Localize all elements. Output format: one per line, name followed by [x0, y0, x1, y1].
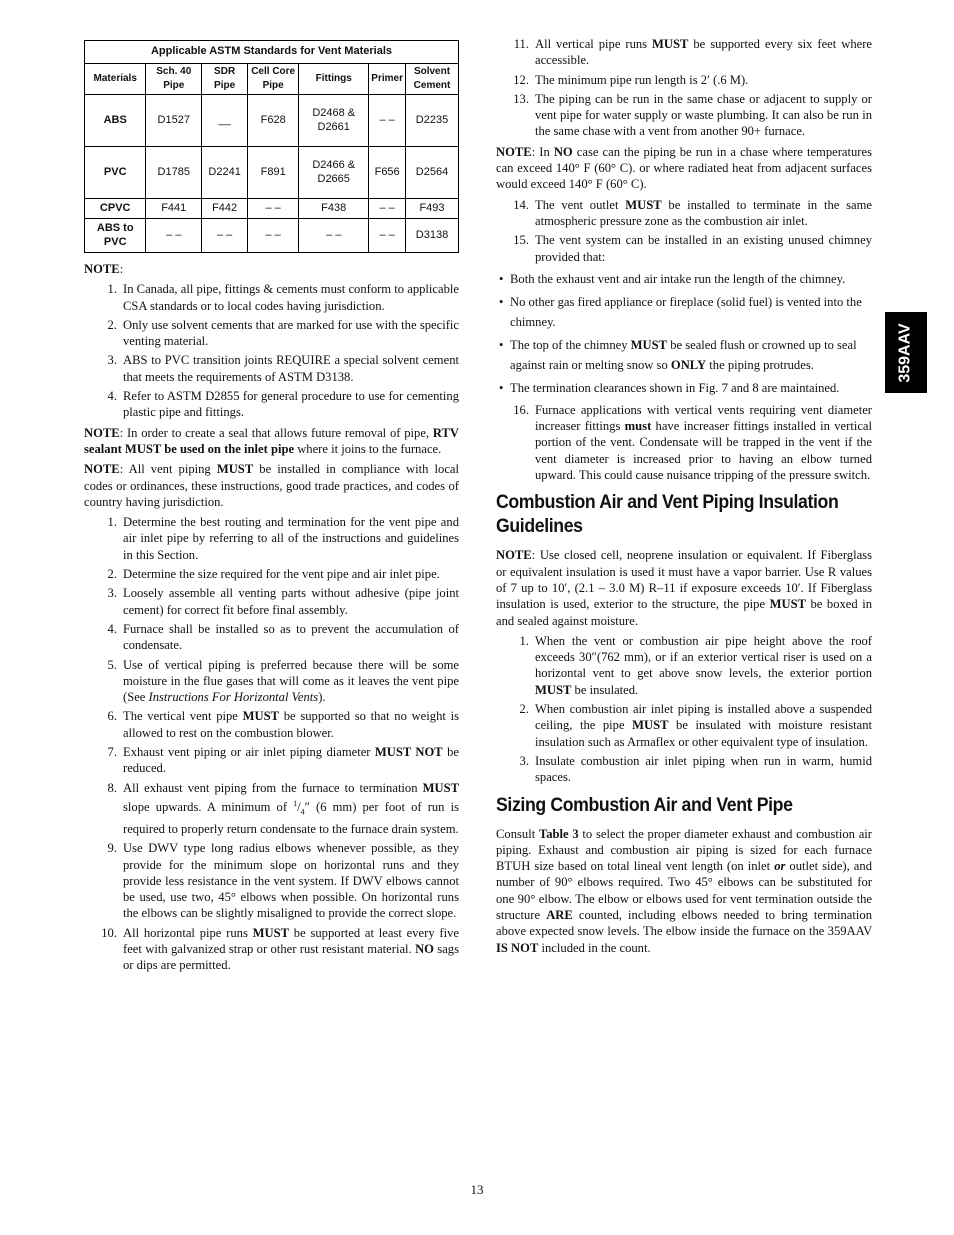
table-cell: F628: [248, 95, 299, 147]
list-item: 14. The vent outlet MUST be installed to terminate in the same atmospheric pressure zone as the combustion air inlet.: [513, 197, 872, 228]
list-item: 13. The piping can be run in the same chase or adjacent to supply or vent pipe for water supply or waste plumbing. It can also be run in the same chase with a vent from another 90+ furnace.: [513, 91, 872, 139]
table-cell: D2235: [406, 95, 459, 147]
table-cell: – –: [369, 219, 406, 253]
col-header: SDR Pipe: [202, 64, 248, 95]
table-cell: D2468 & D2661: [299, 95, 369, 147]
list-item: 2. When combustion air inlet piping is installed above a suspended ceiling, the pipe MUST be insulated with moisture resistant insulation such as Armaflex or other equivalent type of insulation.: [519, 702, 873, 749]
col-header: Solvent Cement: [406, 64, 459, 95]
list-item: 2. Only use solvent cements that are marked for use with the specific venting material.: [107, 317, 459, 349]
install-steps-continued: [496, 402, 872, 483]
bullet-item: • Both the exhaust vent and air intake run the length of the chimney.: [496, 269, 872, 289]
table-cell: – –: [202, 219, 248, 253]
table-cell: F441: [146, 199, 202, 219]
list-item: 1. Determine the best routing and termination for the vent pipe and air inlet pipe by referring to all of the instructions and guidelines in this Section.: [107, 515, 459, 562]
astm-standards-table: [84, 40, 459, 253]
table-row: [85, 219, 459, 253]
table-cell: – –: [299, 219, 369, 253]
table-cell: D2466 & D2665: [299, 147, 369, 199]
table-row: [85, 95, 459, 147]
list-item: 1. When the vent or combustion air pipe height above the roof exceeds 30″(762 mm), or if an exterior vertical riser is used on a horizontal vent to get above snow levels, the exterior portion MUST be insulated.: [519, 633, 872, 697]
list-item: 10. All horizontal pipe runs MUST be supported at least every five feet with galvanized strap or other rust resistant material. NO sags or dips are permitted.: [101, 925, 459, 973]
table-cell: F438: [299, 199, 369, 219]
note-rtv: NOTE: In order to create a seal that allows future removal of pipe, RTV sealant MUST be used on the inlet pipe where it joins to the furnace.: [84, 425, 459, 456]
list-item: 9. Use DWV type long radius elbows whenever possible, as they provide for the minimum slope on horizontal runs and they provide less resistance in the vent system. If DWV elbows cannot be used, use two, 45° elbows when possible. On horizontal runs the elbows can be slightly misaligned to provide the correct slope.: [107, 841, 459, 921]
table-cell: PVC: [85, 147, 146, 199]
table-cell: – –: [369, 95, 406, 147]
table-cell: CPVC: [85, 199, 146, 219]
table-cell: ABS to PVC: [85, 219, 146, 253]
table-cell: D2564: [406, 147, 459, 199]
table-cell: F891: [248, 147, 299, 199]
col-header: Materials: [85, 64, 146, 95]
right-column: [496, 36, 872, 960]
table-cell: – –: [146, 219, 202, 253]
table-cell: D2241: [202, 147, 248, 199]
insulation-steps: [496, 633, 872, 786]
note-heading: NOTE:: [84, 262, 124, 276]
list-item: 2. Determine the size required for the vent pipe and air inlet pipe.: [107, 567, 440, 582]
page-number: 13: [470, 1182, 484, 1197]
col-header: Cell Core Pipe: [248, 64, 299, 95]
list-item: 6. The vertical vent pipe MUST be supported so that no weight is allowed to rest on the combustion blower.: [107, 709, 459, 740]
table-cell: __: [202, 95, 248, 147]
section-heading-insulation: Combustion Air and Vent Piping Insulation Guidelines: [496, 492, 839, 538]
section-heading-sizing: Sizing Combustion Air and Vent Pipe: [496, 794, 793, 816]
install-steps-continued: [496, 197, 872, 265]
table-cell: – –: [369, 199, 406, 219]
note-insulation: NOTE: Use closed cell, neoprene insulation or equivalent. If Fiberglass or equivalent insulation is used it must have a vapor barrier. Use R values of 7 up to 10′, (2.1 – 3.0 M) R–11 if exposure exceeds 10′. If Fiberglass insulation is used, exterior to the structure, the pipe MUST be boxed in and sealed against moisture.: [496, 548, 872, 628]
list-item: 12. The minimum pipe run length is 2′ (.6 M).: [513, 72, 749, 87]
table-cell: – –: [248, 219, 299, 253]
chimney-conditions: [496, 269, 872, 398]
list-item: 7. Exhaust vent piping or air inlet piping diameter MUST NOT be reduced.: [107, 745, 459, 776]
list-item: 4. Refer to ASTM D2855 for general procedure to use for cementing plastic pipe and fittings.: [107, 389, 459, 420]
sizing-paragraph: Consult Table 3 to select the proper diameter exhaust and combustion air piping. Exhaust and combustion air piping is sized for each furnace BTUH size based on total lineal vent length (on inlet or outlet side), and number of 90° elbows required. Two 45° elbows can be substituted for one 90° elbow. The elbow or elbows used for vent termination outside the structure ARE counted, including elbows needed to bring termination above expected snow levels. The elbow inside the furnace on the 359AAV IS NOT included in the count.: [496, 826, 872, 955]
col-header: Sch. 40 Pipe: [146, 64, 202, 95]
list-item: 11. All vertical pipe runs MUST be supported every six feet where accessible.: [513, 37, 872, 68]
list-item: 3. Loosely assemble all venting parts without adhesive (pipe joint cement) for correct fit before final assembly.: [107, 586, 459, 617]
list-item: 4. Furnace shall be installed so as to prevent the accumulation of condensate.: [107, 621, 459, 653]
install-steps-continued: [496, 36, 872, 140]
table-cell: F656: [369, 147, 406, 199]
table-header-row: [85, 64, 459, 95]
bullet-item: • The top of the chimney MUST be sealed flush or crowned up to seal against rain or melting snow so ONLY the piping protrudes.: [496, 335, 872, 375]
list-item: 8. All exhaust vent piping from the furnace to termination MUST slope upwards. A minimum of $^1/_4''$ (6 mm) per foot of run is required to properly return condensate to the furnace drain system.: [107, 780, 459, 836]
list-item: 5. Use of vertical piping is preferred because there will be some moisture in the flue gases that will come as it leaves the vent pipe (See Instructions For Horizontal Vents).: [107, 657, 459, 705]
table-cell: ABS: [85, 95, 146, 147]
left-column: [84, 36, 459, 978]
list-item: 3. Insulate combustion air inlet piping when run in warm, humid spaces.: [519, 753, 872, 785]
table-cell: – –: [248, 199, 299, 219]
model-side-tab: 359AAV: [885, 312, 927, 393]
table-cell: D1527: [146, 95, 202, 147]
col-header: Primer: [369, 64, 406, 95]
table-cell: F442: [202, 199, 248, 219]
bullet-item: • No other gas fired appliance or fireplace (solid fuel) is vented into the chimney.: [496, 292, 872, 332]
list-item: 15. The vent system can be installed in an existing unused chimney provided that:: [513, 233, 872, 264]
table-cell: D3138: [406, 219, 459, 253]
install-steps: [84, 514, 459, 973]
table-row: [85, 147, 459, 199]
list-item: 16. Furnace applications with vertical vents requiring vent diameter increaser fittings must have increaser fittings installed in vertical portion of the vent. Condensate will be trapped in the vent if the vent diameter is increased prior to having an elbow turned upward. This could cause nuisance tripping of the pressure switch.: [513, 402, 872, 483]
note-compliance: NOTE: All vent piping MUST be installed in compliance with local codes or ordinances, these instructions, good trade practices, and codes of country having jurisdiction.: [84, 462, 460, 509]
table-cell: D1785: [146, 147, 202, 199]
note-chase-temperature: NOTE: In NO case can the piping be run in a chase where temperatures can exceed 140° F (60° C). or where radiated heat from adjacent surfaces would exceed 140° F (60° C).: [496, 144, 872, 192]
list-item: 3. ABS to PVC transition joints REQUIRE a special solvent cement that meets the requirements of ASTM D3138.: [107, 353, 459, 384]
bullet-item: • The termination clearances shown in Fig. 7 and 8 are maintained.: [496, 378, 872, 398]
col-header: Fittings: [299, 64, 369, 95]
note-list: [84, 281, 459, 420]
table-row: [85, 199, 459, 219]
table-title: Applicable ASTM Standards for Vent Materials: [85, 41, 459, 64]
table-cell: F493: [406, 199, 459, 219]
list-item: 1. In Canada, all pipe, fittings & cements must conform to applicable CSA standards or to local codes having jurisdiction.: [107, 282, 459, 313]
